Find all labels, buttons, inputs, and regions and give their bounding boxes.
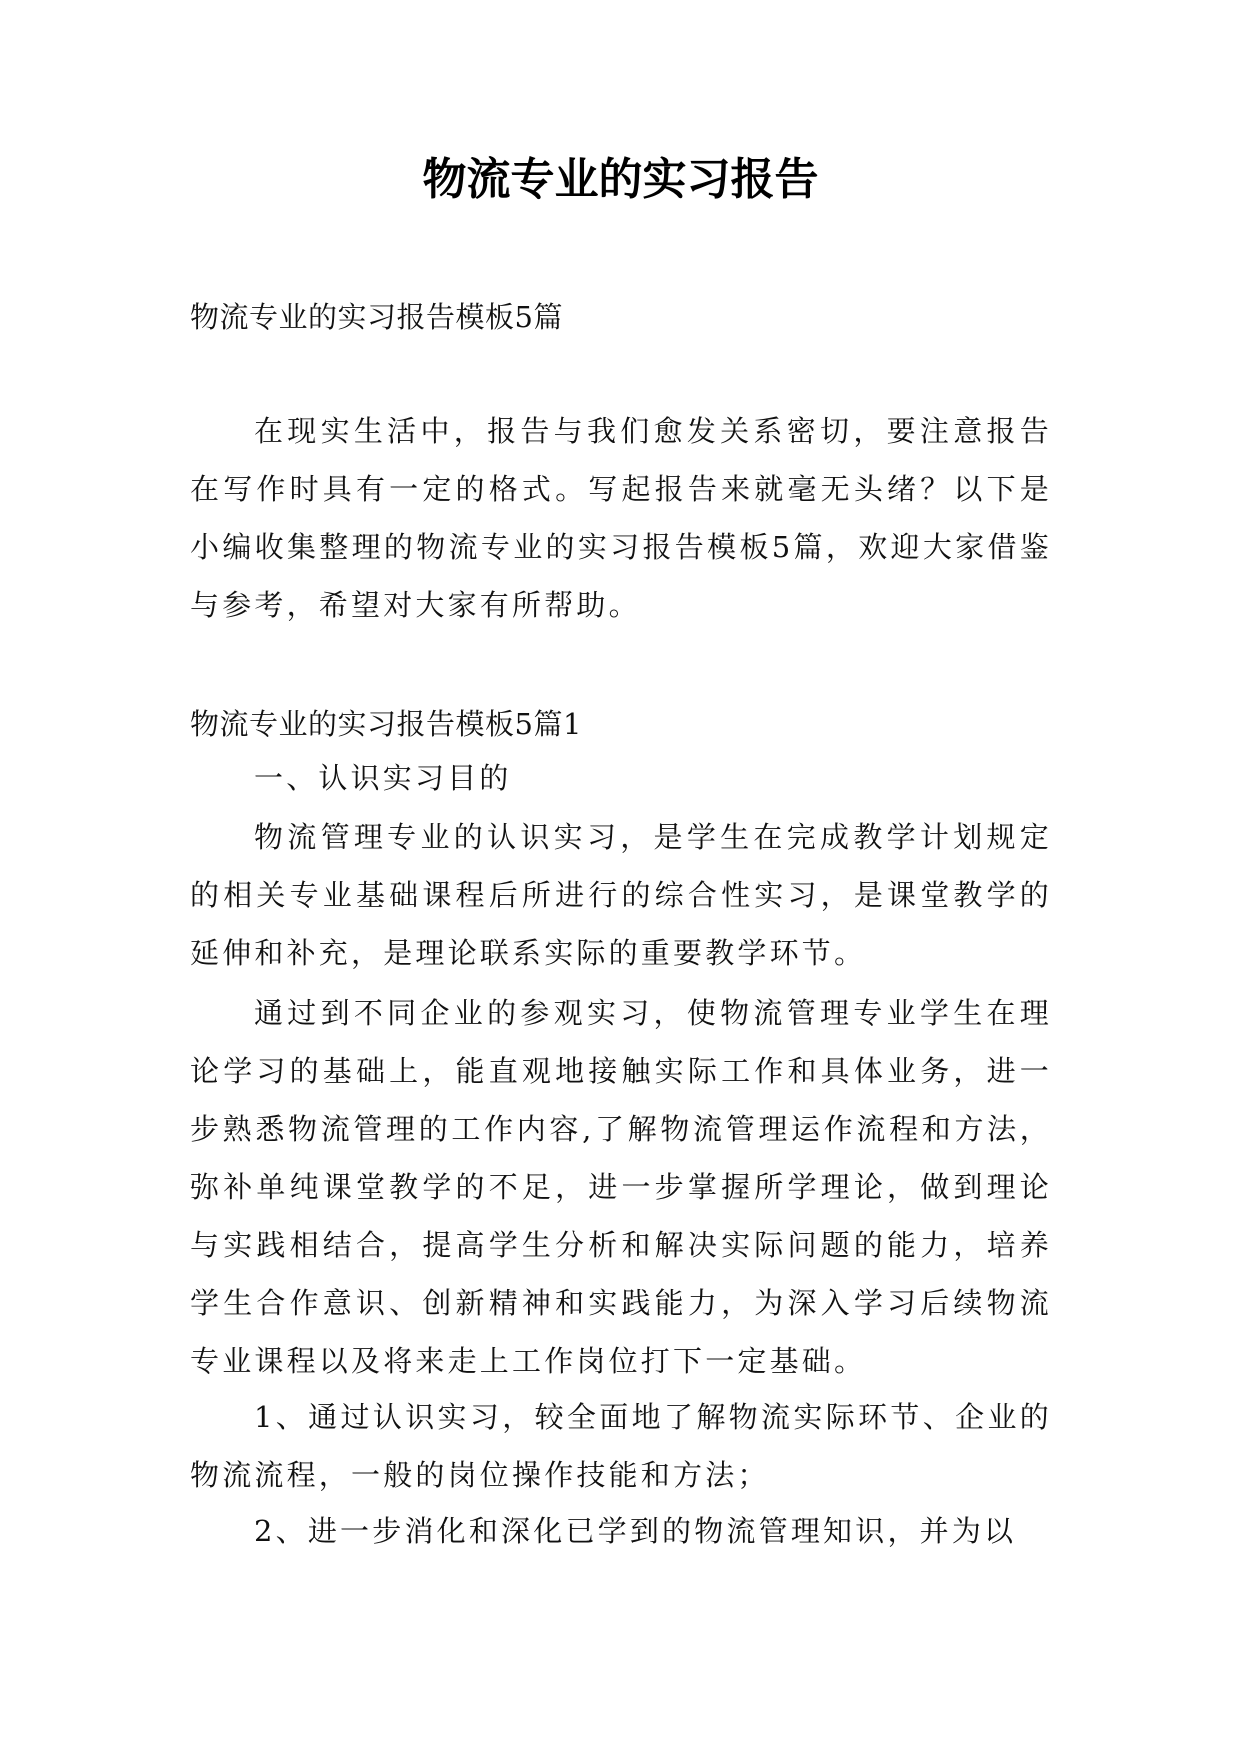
body-paragraph: 物流管理专业的认识实习，是学生在完成教学计划规定的相关专业基础课程后所进行的综合性实习，是课堂教学的延伸和补充，是理论联系实际的重要教学环节。 xyxy=(190,820,1052,970)
document-subtitle: 物流专业的实习报告模板5篇 xyxy=(190,300,563,334)
list-item: 1、通过认识实习，较全面地了解物流实际环节、企业的物流流程，一般的岗位操作技能和方法； xyxy=(190,1400,1052,1492)
section-heading: 物流专业的实习报告模板5篇1 xyxy=(190,707,582,741)
goal-heading: 一、认识实习目的 xyxy=(254,761,512,795)
intro-paragraph: 在现实生活中，报告与我们愈发关系密切，要注意报告在写作时具有一定的格式。写起报告来就毫无头绪？以下是小编收集整理的物流专业的实习报告模板5篇，欢迎大家借鉴与参考，希望对大家有所帮助。 xyxy=(190,414,1052,622)
document-title: 物流专业的实习报告 xyxy=(422,154,819,205)
list-item: 2、进一步消化和深化已学到的物流管理知识，并为以 xyxy=(254,1514,1017,1548)
body-paragraph: 通过到不同企业的参观实习，使物流管理专业学生在理论学习的基础上，能直观地接触实际工作和具体业务，进一步熟悉物流管理的工作内容,了解物流管理运作流程和方法，弥补单纯课堂教学的不足，进一步掌握所学理论，做到理论与实践相结合，提高学生分析和解决实际问题的能力，培养学生合作意识、创新精神和实践能力，为深入学习后续物流专业课程以及将来走上工作岗位打下一定基础。 xyxy=(190,996,1052,1378)
